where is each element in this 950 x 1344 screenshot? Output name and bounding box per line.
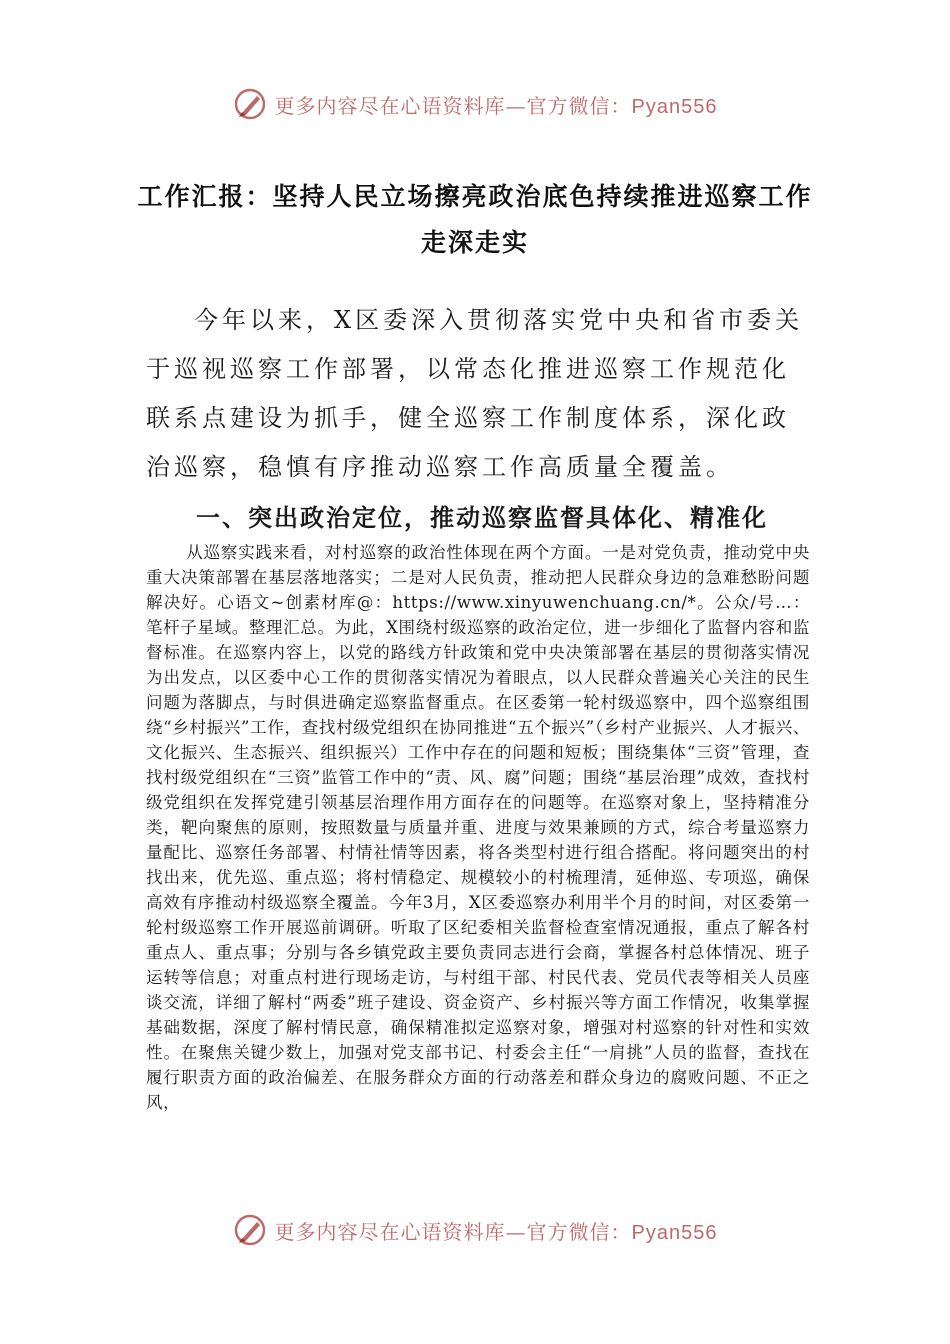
watermark-wechat-id: Pyan556 — [631, 95, 718, 118]
document-title-line2: 走深走实 — [420, 228, 529, 257]
watermark-text: 更多内容尽在心语资料库—官方微信：Pyan556 — [274, 1219, 718, 1244]
watermark-footer — [0, 1210, 950, 1250]
document-title-line1: 工作汇报：坚持人民立场擦亮政治底色持续推进巡察工作 — [137, 182, 813, 211]
lead-paragraph: 今年以来，X区委深入贯彻落实党中央和省市委关于巡视巡察工作部署，以常态化推进巡察工作规范化联系点建设为抓手，健全巡察工作制度体系，深化政治巡察，稳慎有序推动巡察工作高质量全覆盖。 — [146, 306, 804, 481]
pen-logo-icon — [233, 87, 267, 121]
watermark-wechat-id: Pyan556 — [631, 1221, 718, 1244]
watermark-header — [0, 84, 950, 124]
section-body-paragraph: 从巡察实践来看，对村巡察的政治性体现在两个方面。一是对党负责，推动党中央重大决策部署在基层落地落实；二是对人民负责，推动把人民群众身边的急难愁盼问题解决好。心语文~创素材库@：https://www.xinyuwenchuang.cn/*。公众/号…：笔杆子星域。整理汇总。为此，X围绕村级巡察的政治定位，进一步细化了监督内容和监督标准。在巡察内容上，以党的路线方针政策和党中央决策部署在基层的贯彻落实情况为出发点，以区委中心工作的贯彻落实情况为着眼点，以人民群众普遍关心关注的民生问题为落脚点，与时俱进确定巡察监督重点。在区委第一轮村级巡察中，四个巡察组围绕“乡村振兴”工作，查找村级党组织在协同推进“五个振兴”（乡村产业振兴、人才振兴、文化振兴、生态振兴、组织振兴）工作中存在的问题和短板；围绕集体“三资”管理，查找村级党组织在“三资”监管工作中的“责、风、腐”问题；围绕“基层治理”成效，查找村级党组织在发挥党建引领基层治理作用方面存在的问题等。在巡察对象上，坚持精准分类，靶向聚焦的原则，按照数量与质量并重、进度与效果兼顾的方式，综合考量巡察力量配比、巡察任务部署、村情社情等因素，将各类型村进行组合搭配。将问题突出的村找出来，优先巡、重点巡；将村情稳定、规模较小的村梳理清，延伸巡、专项巡，确保高效有序推动村级巡察全覆盖。今年3月，X区委巡察办利用半个月的时间，对区委第一轮村级巡察工作开展巡前调研。听取了区纪委相关监督检查室情况通报，重点了解各村重点人、重点事；分别与各乡镇党政主要负责同志进行会商，掌握各村总体情况、班子运转等信息；对重点村进行现场走访，与村组干部、村民代表、党员代表等相关人员座谈交流，详细了解村“两委”班子建设、资金资产、乡村振兴等方面工作情况，收集掌握基础数据，深度了解村情民意，确保精准拟定巡察对象，增强对村巡察的针对性和实效性。在聚焦关键少数上，加强对党支部书记、村委会主任“一肩挑”人员的监督，查找在履行职责方面的政治偏差、在服务群众方面的行动落差和群众身边的腐败问题、不正之风， — [146, 543, 810, 1112]
watermark-text: 更多内容尽在心语资料库—官方微信：Pyan556 — [274, 93, 718, 118]
pen-logo-icon — [233, 1213, 267, 1247]
section-heading: 一、突出政治定位，推动巡察监督具体化、精准化 — [196, 503, 768, 532]
